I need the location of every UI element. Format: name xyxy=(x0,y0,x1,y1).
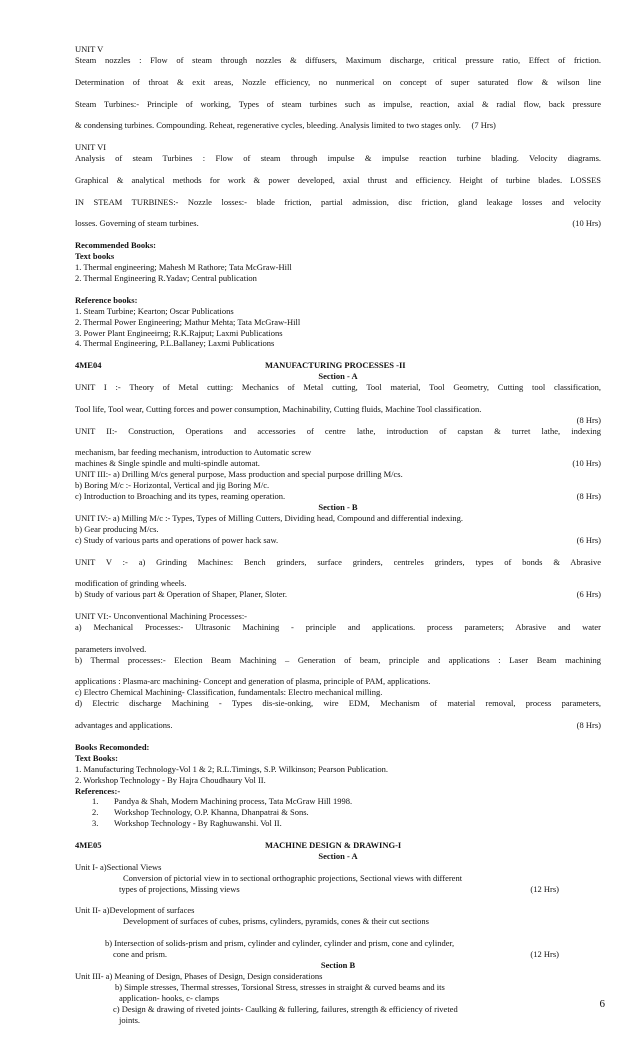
md-unit2-b-line-1: b) Intersection of solids-prism and prism, cylinder and cylinder, cylinder and prism, cone and cylinder, xyxy=(105,938,455,949)
md-section-b-heading: Section B xyxy=(320,959,356,970)
mp-unit2-last-line: machines & Single spindle and multi-spindle automat. (10 Hrs) xyxy=(75,458,601,469)
unit6-heading: UNIT VI xyxy=(75,142,107,153)
reference-item-1: 1. Pandya & Shah, Modern Machining process, Tata McGraw Hill 1998. xyxy=(92,796,353,807)
mp-unit1-hours: (8 Hrs) xyxy=(576,414,601,425)
course-header-4me05 xyxy=(75,840,601,851)
mp-unit6-d-line-1: d) Electric discharge Machining - Types dis-sie-onking, wire EDM, Mechanism of material removal, process parameters, xyxy=(75,698,601,709)
mp-unit5-last-line: b) Study of various part & Operation of Shaper, Planer, Sloter. (6 Hrs) xyxy=(75,589,601,600)
reference-books-heading: Reference books: xyxy=(75,294,138,305)
unit6-line-2: Graphical & analytical methods for work & power developed, axial thrust and efficiency. Height of turbine blades. LOSSES xyxy=(75,174,601,185)
text-book-2-2: 2. Workshop Technology - By Hajra Choudhaury Vol II. xyxy=(75,774,266,785)
text-books-heading-2: Text Books: xyxy=(75,752,118,763)
text-book-2-1: 1. Manufacturing Technology-Vol 1 & 2; R.L.Timings, S.P. Wilkinson; Pearson Publication. xyxy=(75,763,389,774)
mp-unit6-b-end: applications : Plasma-arc machining- Concept and generation of plasma, principle of PAM, applications. xyxy=(75,676,431,687)
mp-unit6-heading: UNIT VI:- Unconventional Machining Processes:- xyxy=(75,611,248,622)
md-unit3-c-line-1: c) Design & drawing of riveted joints- Caulking & fullering, failures, strength & efficiency of riveted xyxy=(113,1003,458,1014)
mp-unit5-hours: (6 Hrs) xyxy=(576,589,601,600)
mp-unit6-c: c) Electro Chemical Machining- Classification, fundamentals: Electro mechanical milling. xyxy=(75,687,383,698)
md-unit2-b-line-2: cone and prism. (12 Hrs) xyxy=(75,949,601,960)
references-heading: References:- xyxy=(75,785,121,796)
unit5-hours: (7 Hrs) xyxy=(471,120,496,131)
md-unit2-line-1: Development of surfaces of cubes, prisms, cylinders, pyramids, cones & their cut sections xyxy=(123,916,429,927)
md-unit3-head: Unit III- a) Meaning of Design, Phases of Design, Design considerations xyxy=(75,970,323,981)
reference-item-2: 2. Workshop Technology, O.P. Khanna, Dhanpatrai & Sons. xyxy=(92,807,309,818)
recommended-books-heading: Recommended Books: xyxy=(75,240,156,251)
unit6-hours: (10 Hrs) xyxy=(572,218,601,229)
page-number: 6 xyxy=(599,998,605,1010)
mp-unit4-hours: (6 Hrs) xyxy=(576,534,601,545)
md-unit3-b-line-2: application- hooks, c- clamps xyxy=(119,992,220,1003)
course-code: 4ME04 xyxy=(75,360,102,371)
reference-book-2: 2. Thermal Power Engineering; Mathur Mehta; Tata McGraw-Hill xyxy=(75,316,301,327)
md-unit1-head: Unit I- a)Sectional Views xyxy=(75,861,162,872)
mp-unit5-line-1: UNIT V :- a) Grinding Machines: Bench grinders, surface grinders, centreles grinders, types of bonds & Abrasive xyxy=(75,556,601,567)
mp-unit4-c: c) Study of various parts and operations of power hack saw. (6 Hrs) xyxy=(75,534,601,545)
mp-unit6-d-last: advantages and applications. (8 Hrs) xyxy=(75,720,601,731)
reference-item-3: 3. Workshop Technology - By Raghuwanshi. Vol II. xyxy=(92,818,282,829)
md-unit3-c-line-2: joints. xyxy=(119,1014,141,1025)
md-section-a-heading: Section - A xyxy=(318,850,358,861)
reference-book-4: 4. Thermal Engineering, P.L.Ballaney; Laxmi Publications xyxy=(75,338,275,349)
unit6-line-3: IN STEAM TURBINES:- Nozzle losses:- blade friction, partial admission, disc friction, gland leakage losses and velocity xyxy=(75,196,601,207)
unit6-last-line: losses. Governing of steam turbines. (10 Hrs) xyxy=(75,218,601,229)
mp-unit5-mid-line: modification of grinding wheels. xyxy=(75,578,187,589)
books-recommended-heading: Books Recomonded: xyxy=(75,741,150,752)
mp-unit6-b-line-1: b) Thermal processes:- Election Beam Machining – Generation of beam, principle and applications : Laser Beam machining xyxy=(75,654,601,665)
md-unit2-head: Unit II- a)Development of surfaces xyxy=(75,905,195,916)
mp-unit4-b: b) Gear producing M/cs. xyxy=(75,523,159,534)
mp-unit1-line-1: UNIT I :- Theory of Metal cutting: Mechanics of Metal cutting, Tool material, Tool Geometry, Cutting tool classification, xyxy=(75,382,601,393)
md-unit2-hours: (12 Hrs) xyxy=(530,949,559,960)
md-unit3-b-line-1: b) Simple stresses, Thermal stresses, Torsional Stress, stresses in straight & curved beams and its xyxy=(115,981,445,992)
reference-book-3: 3. Power Plant Engineeirng; R.K.Rajput; Laxmi Publications xyxy=(75,327,283,338)
section-b-heading: Section - B xyxy=(318,502,358,512)
mp-unit6-a-line-1: a) Mechanical Processes:- Ultrasonic Machining - principle and applications. process parameters; Abrasive and water xyxy=(75,621,601,632)
document-page xyxy=(75,44,601,1025)
unit5-line-3: Steam Turbines:- Principle of working, Types of steam turbines such as impulse, reaction, axial & radial flow, back pressure xyxy=(75,98,601,109)
mp-unit4-a: UNIT IV:- a) Milling M/c :- Types, Types of Milling Cutters, Dividing head, Compound and differential indexing. xyxy=(75,512,464,523)
section-a-heading: Section - A xyxy=(318,371,358,382)
mp-unit1-last-line: Tool life, Tool wear, Cutting forces and power consumption, Machinability, Cutting fluids, Machine Tool classification. xyxy=(75,403,482,414)
mp-unit3-a: UNIT III:- a) Drilling M/cs general purpose, Mass production and special purpose drilling M/cs. xyxy=(75,469,403,480)
course-header-4me04 xyxy=(75,360,601,371)
mp-unit6-hours: (8 Hrs) xyxy=(576,720,601,731)
mp-unit2-hours: (10 Hrs) xyxy=(572,458,601,469)
unit6-line-1: Analysis of steam Turbines : Flow of steam through impulse & impulse reaction turbine blading. Velocity diagrams. xyxy=(75,153,601,164)
md-unit1-line-2: types of projections, Missing views (12 Hrs) xyxy=(75,884,601,895)
unit5-last-line: & condensing turbines. Compounding. Reheat, regenerative cycles, bleeding. Analysis limited to two stages only. (7 Hrs) xyxy=(75,120,496,131)
mp-unit3-hours: (8 Hrs) xyxy=(576,491,601,502)
text-books-heading: Text books xyxy=(75,251,115,262)
course-title: MACHINE DESIGN & DRAWING-I xyxy=(265,840,402,851)
mp-unit2-mid-line: mechanism, bar feeding mechanism, introduction to Automatic screw xyxy=(75,447,312,458)
course-code: 4ME05 xyxy=(75,840,102,851)
text-book-1: 1. Thermal engineering; Mahesh M Rathore; Tata McGraw-Hill xyxy=(75,262,292,273)
unit5-heading: UNIT V xyxy=(75,44,104,54)
unit5-line-1: Steam nozzles : Flow of steam through nozzles & diffusers, Maximum discharge, critical pressure ratio, Effect of friction. xyxy=(75,54,601,65)
reference-book-1: 1. Steam Turbine; Kearton; Oscar Publications xyxy=(75,305,234,316)
mp-unit3-b: b) Boring M/c :- Horizontal, Vertical and jig Boring M/c. xyxy=(75,480,270,491)
mp-unit3-c: c) Introduction to Broaching and its types, reaming operation. (8 Hrs) xyxy=(75,491,601,502)
mp-unit6-a-end: parameters involved. xyxy=(75,643,147,654)
md-unit1-line-1: Conversion of pictorial view in to sectional orthographic projections, Sectional views with different xyxy=(123,872,463,883)
md-unit1-hours: (12 Hrs) xyxy=(530,883,559,894)
unit5-line-2: Determination of throat & exit areas, Nozzle efficiency, no nunmerical on concept of super saturated flow & wilson line xyxy=(75,76,601,87)
mp-unit2-line-1: UNIT II:- Construction, Operations and accessories of centre lathe, introduction of capstan & turret lathe, indexing xyxy=(75,425,601,436)
course-title: MANUFACTURING PROCESSES -II xyxy=(265,360,406,371)
text-book-2: 2. Thermal Engineering R.Yadav; Central publication xyxy=(75,273,257,283)
